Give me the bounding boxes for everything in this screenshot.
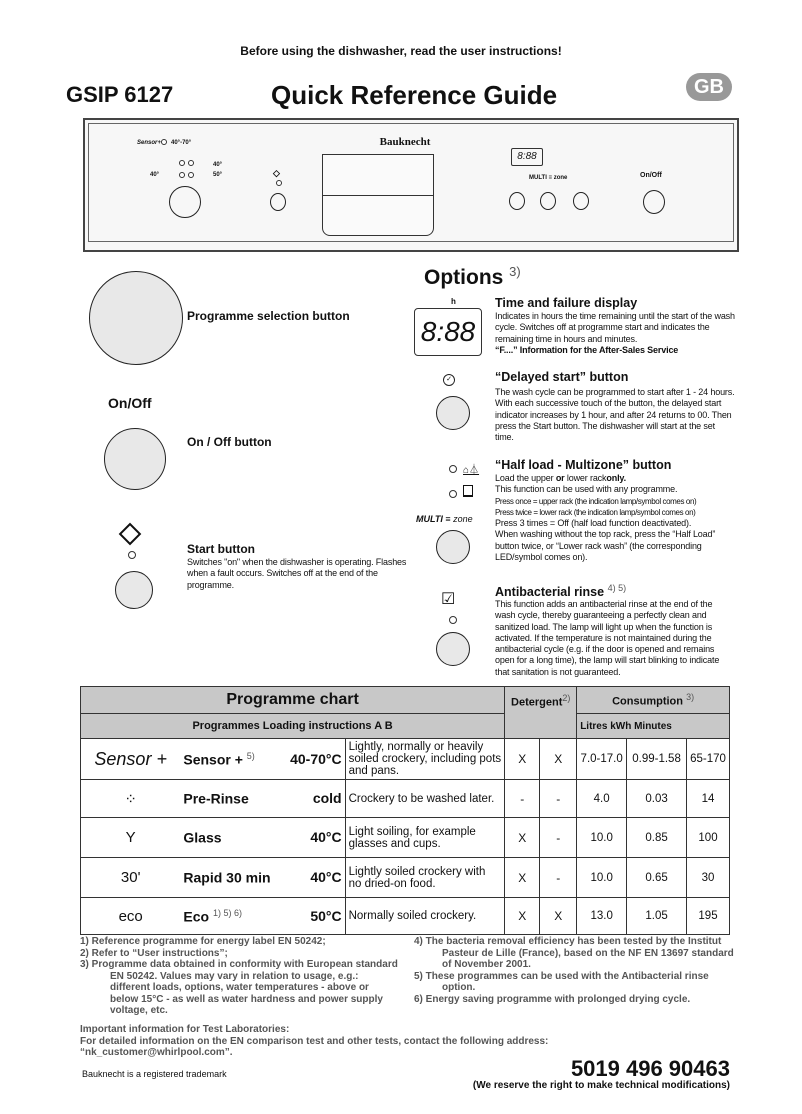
hl-l6: When washing without the top rack, press the “Half Load” button twice, or “Lower rack wash” (the corresponding LED/symbol comes on). [495, 529, 716, 563]
footnotes-right [414, 936, 734, 1005]
table-row [81, 739, 730, 780]
reserve-note: (We reserve the right to make technical modifications) [472, 1080, 730, 1091]
time-display-desc: Indicates in hours the time remaining until the start of the wash cycle. Switches off at programme start and indicates the remaining time in hours and minutes. [495, 311, 735, 344]
lower-rack-icon [463, 485, 473, 497]
panel-led [161, 139, 167, 145]
delayed-start-title: “Delayed start” button [495, 370, 629, 384]
detergent-a: X [505, 739, 540, 780]
panel-led [179, 172, 185, 178]
options-title-sup: 3) [509, 264, 521, 279]
detergent-sup: 2) [562, 693, 571, 703]
programme-chart [80, 686, 730, 935]
hl-l5: Press 3 times = Off (half load function deactivated). [495, 518, 692, 529]
loading-instructions: Normally soiled crockery. [345, 898, 505, 935]
model-number: GSIP 6127 [66, 82, 174, 107]
time-display-title: Time and failure display [495, 296, 638, 310]
programme-name-cell [180, 818, 345, 858]
panel-led [276, 180, 282, 186]
hl-l1a: Load the upper [495, 473, 556, 483]
loading-instructions: Light soiling, for example glasses and cups. [345, 818, 505, 858]
test-lab-email: “nk_customer@whirlpool.com”. [80, 1047, 233, 1058]
litres: 7.0-17.0 [577, 739, 627, 780]
antibacterial-sup: 4) 5) [607, 583, 627, 593]
litres: 10.0 [577, 818, 627, 858]
hl-l2: This function can be used with any programme. [495, 484, 678, 495]
programme-temp: 40-70°C [290, 750, 342, 767]
hl-l1d: only. [606, 473, 626, 483]
panel-door-handle [322, 154, 434, 236]
detergent-a: X [505, 858, 540, 898]
panel-led [188, 172, 194, 178]
consumption-label: Consumption [612, 695, 683, 708]
detergent-a: - [505, 780, 540, 818]
panel-sensor-temp: 40°-70° [171, 140, 192, 146]
antibacterial-button-illustration [436, 632, 470, 666]
start-button-text: Switches "on" when the dishwasher is operating. Flashes when a fault occurs. Switches off at the end of the programme. [187, 557, 407, 590]
panel-antibacterial-button [573, 192, 589, 210]
loading-instructions: Lightly, normally or heavily soiled crockery, including pots and pans. [345, 739, 505, 780]
multizone-logo-b: zone [453, 514, 473, 524]
footnote-6: 6) Energy saving programme with prolonged drying cycle. [414, 993, 691, 1005]
page-title: Quick Reference Guide [271, 80, 558, 110]
units-header: Litres kWh Minutes [577, 714, 730, 739]
notice: Before using the dishwasher, read the user instructions! [240, 44, 562, 58]
programme-selection-label: Programme selection button [187, 309, 350, 323]
panel-start-button [270, 193, 286, 211]
footnote-5: 5) These programmes can be used with the Antibacterial rinse option. [414, 970, 709, 993]
rapid-30-icon [81, 858, 181, 898]
trademark-note: Bauknecht is a registered trademark [82, 1069, 227, 1079]
consumption-sup: 3) [686, 692, 695, 703]
hl-l4: Press twice = lower rack (the indication lamp/symbol comes on) [495, 507, 696, 517]
start-icon [119, 523, 142, 546]
display-h-label: h [451, 297, 456, 306]
footnote-3: 3) Programme data obtained in conformity with European standard EN 50242. Values may vary in relation to usage, e.g.: different loads, options, water temperatures - above or below 15°C - as well as water hardness and power supply voltage, etc. [80, 959, 398, 1016]
minutes: 30 [687, 858, 730, 898]
half-load-title: “Half load - Multizone” button [495, 458, 672, 472]
detergent-a: X [505, 818, 540, 858]
detergent-header [505, 687, 577, 739]
detergent-a: X [505, 898, 540, 935]
multizone-logo-a: MULTI [416, 514, 443, 524]
kwh: 1.05 [627, 898, 687, 935]
table-row [81, 780, 730, 818]
detergent-b: X [540, 898, 577, 935]
programme-icon-text: eco [118, 907, 143, 925]
options-title-text: Options [424, 266, 504, 289]
start-button-illustration [115, 571, 153, 609]
minutes: 14 [687, 780, 730, 818]
panel-temp-50: 50° [213, 172, 223, 178]
antibacterial-led [449, 616, 457, 624]
half-load-text [495, 473, 735, 563]
loading-instructions: Lightly soiled crockery with no dried-on food. [345, 858, 505, 898]
programme-name-cell [180, 739, 345, 780]
on-off-button-label: On / Off button [187, 435, 272, 449]
panel-onoff-button [643, 190, 665, 214]
detergent-b: X [540, 739, 577, 780]
kwh: 0.65 [627, 858, 687, 898]
hl-l1c: lower rack [564, 473, 607, 483]
programme-name: Pre-Rinse [183, 790, 249, 807]
minutes: 65-170 [687, 739, 730, 780]
litres: 10.0 [577, 858, 627, 898]
panel-halfload-button [540, 192, 556, 210]
kwh: 0.85 [627, 818, 687, 858]
loading-instructions: Crockery to be washed later. [345, 780, 505, 818]
detergent-label: Detergent [511, 696, 563, 709]
programme-icon-text: 30' [120, 869, 141, 886]
control-panel-illustration [83, 118, 739, 252]
panel-programme-knob [169, 186, 201, 218]
test-lab-line2: For detailed information on the EN comparison test and other tests, contact the following address: [80, 1035, 549, 1047]
programme-name-cell [180, 898, 345, 935]
programme-sup: 5) [246, 750, 255, 761]
detergent-b: - [540, 818, 577, 858]
panel-multizone: MULTI ≡ zone [529, 175, 568, 181]
programme-name: Sensor + [183, 751, 243, 768]
panel-onoff-label: On/Off [640, 172, 662, 179]
litres: 13.0 [577, 898, 627, 935]
panel-display: 8:88 [511, 148, 543, 166]
table-row [81, 818, 730, 858]
panel-sensor-label: Sensor+ [137, 140, 161, 146]
start-led [128, 551, 136, 559]
chart-title: Programme chart [81, 687, 505, 714]
detergent-b: - [540, 780, 577, 818]
upper-rack-icon: ⌂⏃ [463, 465, 480, 476]
programme-temp: cold [312, 790, 342, 807]
minutes: 100 [687, 818, 730, 858]
half-load-button-illustration [436, 530, 470, 564]
panel-temp-40: 40° [213, 162, 223, 168]
panel-temp-40b: 40° [150, 172, 160, 178]
chart-subheader: Programmes Loading instructions A B [81, 714, 505, 739]
antibacterial-icon: ☑ [441, 591, 456, 608]
footnote-4: 4) The bacteria removal efficiency has been tested by the Institut Pasteur de Lille (France), based on the NF EN 13697 standard of November 2001. [414, 936, 734, 970]
programme-temp: 40°C [310, 869, 342, 886]
programme-name: Eco [183, 908, 210, 925]
pre-rinse-icon: ⁘ [81, 780, 181, 818]
sensor-plus-icon [81, 739, 181, 780]
programme-temp: 40°C [310, 829, 342, 846]
programme-sup: 1) 5) 6) [212, 907, 242, 918]
programme-icon-text: Sensor + [94, 748, 167, 769]
consumption-header [577, 687, 730, 714]
clock-icon: ✓ [443, 374, 455, 386]
detergent-b: - [540, 858, 577, 898]
antibacterial-title-text: Antibacterial rinse [495, 585, 605, 600]
minutes: 195 [687, 898, 730, 935]
antibacterial-text: This function adds an antibacterial rinse at the end of the wash cycle, thereby guaranteeing a perfectly clean and sanitized load. The lamp will light up when the function is activated. If the temperature is not maintained during the antibacterial cycle (e.g. if the door is opened and remains open for a long time), the lamp will start blinking to indicate that sanitation is not guaranteed. [495, 599, 720, 677]
antibacterial-title [495, 583, 626, 599]
test-lab-line1: Important information for Test Laboratories: [80, 1024, 290, 1035]
time-display-text [495, 311, 735, 356]
document-code: 5019 496 90463 [570, 1056, 730, 1081]
delayed-start-text: The wash cycle can be programmed to start after 1 - 24 hours. With each successive touch of the button, the delayed start indicator increases by 1 hour, and after 24 returns to 00. Then press the Start button. The dishwasher will start at the set time. [495, 387, 735, 443]
multizone-logo: MULTI ≡ zone [416, 514, 473, 524]
test-lab-info [80, 1024, 740, 1059]
hl-l1b: or [555, 473, 565, 483]
programme-name-cell [180, 858, 345, 898]
footnotes-left [80, 936, 400, 1017]
country-badge: GB [686, 73, 732, 101]
litres: 4.0 [577, 780, 627, 818]
options-title [424, 264, 521, 290]
footnote-1: 1) Reference programme for energy label EN 50242; [80, 936, 326, 947]
panel-start-icon: ◇ [273, 168, 280, 178]
programme-name: Rapid 30 min [183, 869, 271, 886]
on-off-button-illustration [104, 428, 166, 490]
time-display-illustration: 8:88 [414, 308, 482, 356]
table-row [81, 858, 730, 898]
programme-selection-button-illustration [89, 271, 183, 365]
time-display-service: “F....” Information for the After-Sales Service [495, 344, 679, 355]
on-off-label: On/Off [108, 395, 152, 411]
footnote-2: 2) Refer to “User instructions”; [80, 947, 228, 959]
panel-led [188, 160, 194, 166]
table-row [81, 898, 730, 935]
kwh: 0.99-1.58 [627, 739, 687, 780]
panel-led [179, 160, 185, 166]
programme-temp: 50°C [310, 907, 342, 924]
brand-logo: Bauknecht [379, 136, 431, 148]
delayed-start-button-illustration [436, 396, 470, 430]
lower-rack-led [449, 490, 457, 498]
programme-name: Glass [183, 829, 222, 846]
hl-l3: Press once = upper rack (the indication lamp/symbol comes on) [495, 496, 697, 506]
panel-delay-button [509, 192, 525, 210]
start-button-title: Start button [187, 542, 255, 556]
kwh: 0.03 [627, 780, 687, 818]
programme-name-cell [180, 780, 345, 818]
eco-leaf-icon [81, 898, 181, 935]
upper-rack-led [449, 465, 457, 473]
glass-icon: Y [81, 818, 181, 858]
